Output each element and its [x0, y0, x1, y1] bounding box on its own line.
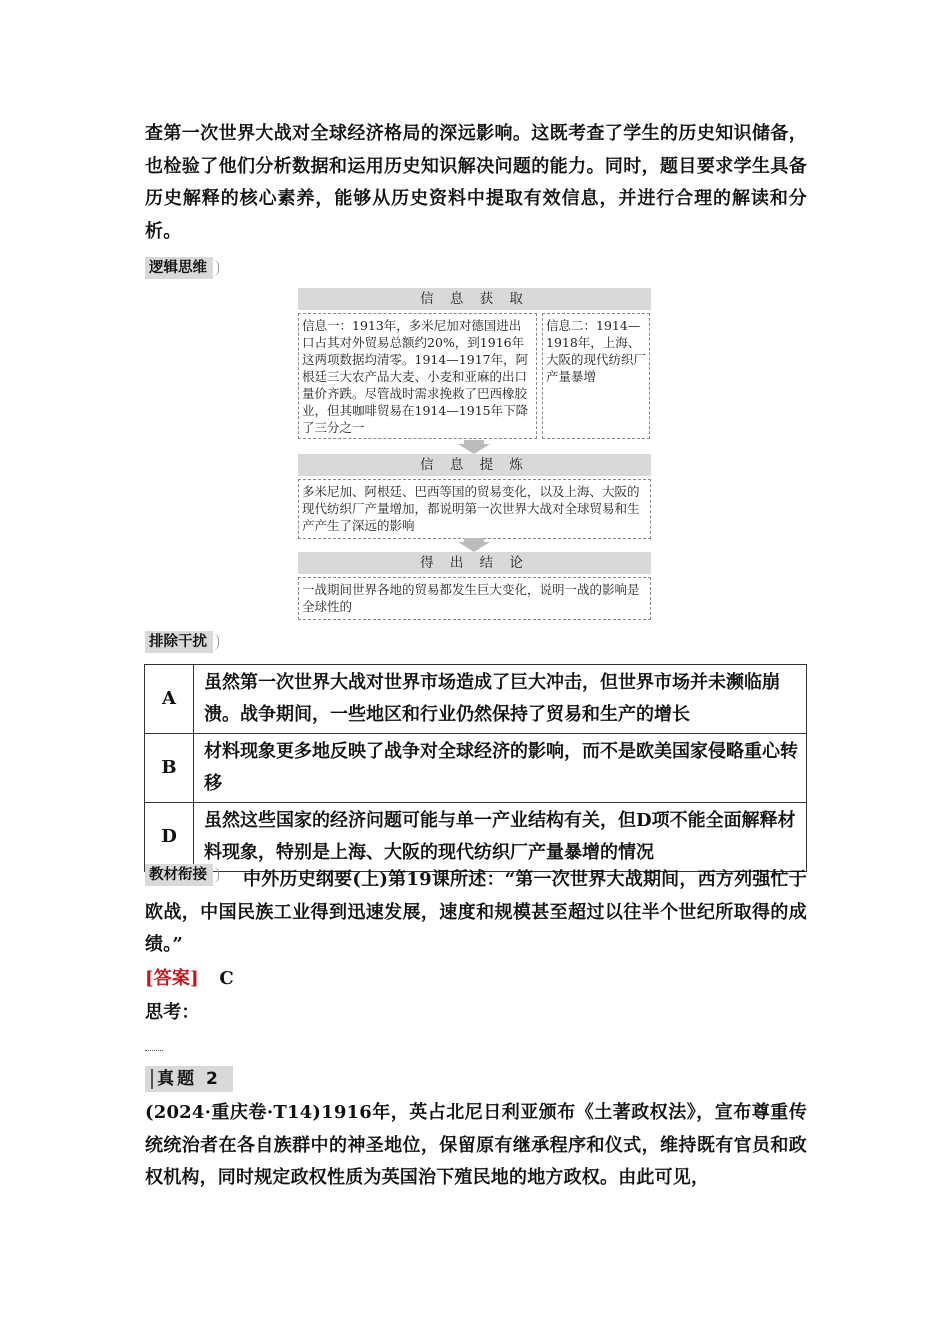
option-letter: A: [145, 665, 194, 734]
intro-paragraph: 查第一次世界大战对全球经济格局的深远影响。这既考查了学生的历史知识储备，也检验了他们分析数据和运用历史知识解决问题的能力。同时，题目要求学生具备历史解释的核心素养，能够从历史资料中提取有效信息，并进行合理的解读和分析。: [145, 123, 807, 242]
answer-value: C: [219, 968, 234, 989]
down-arrow-icon: [458, 444, 490, 454]
question-2-tag: 真题 2: [145, 1066, 233, 1092]
table-row: [145, 734, 807, 803]
flow-step-info-gathering: [298, 288, 651, 439]
divider: [145, 1050, 163, 1051]
step1-heading: 信 息 获 取: [298, 288, 651, 310]
answer-line: [145, 963, 807, 996]
arrow-2: [298, 538, 651, 552]
conclusion-box: 一战期间世界各地的贸易都发生巨大变化，说明一战的影响是全球性的: [298, 577, 651, 620]
flow-step-info-refine: [298, 454, 651, 539]
option-letter: D: [145, 803, 194, 872]
flow-step-conclusion: [298, 552, 651, 620]
option-letter: B: [145, 734, 194, 803]
info-one-box: 信息一：1913年，多米尼加对德国进出口占其对外贸易总额约20%，到1916年这两项数据均清零。1914—1917年，阿根廷三大农产品大麦、小麦和亚麻的出口量价齐跌。尽管战时需求挽救了巴西橡胶业，但其咖啡贸易在1914—1915年下降了三分之一: [298, 313, 537, 439]
down-arrow-icon: [458, 542, 490, 552]
textbook-paragraph: 中外历史纲要(上)第19课所述：“第一次世界大战期间，西方列强忙于欧战，中国民族工业得到迅速发展，速度和规模甚至超过以往半个世纪所取得的成绩。”: [145, 869, 807, 955]
logic-thinking-tag: 逻辑思维: [145, 257, 213, 279]
table-row: [145, 803, 807, 872]
table-row: [145, 665, 807, 734]
info-two-box: 信息二：1914—1918年，上海、大阪的现代纺织厂产量暴增: [542, 313, 650, 439]
answer-label: [答案]: [145, 968, 199, 989]
question-2-stem: (2024·重庆卷·T14)1916年，英占北尼日利亚颁布《土著政权法》，宣布尊重传统统治者在各自族群中的神圣地位，保留原有继承程序和仪式，维持既有官员和政权机构，同时规定政权性质为英国治下殖民地的地方政权。由此可见，: [145, 1102, 807, 1188]
option-explanation: 材料现象更多地反映了战争对全球经济的影响，而不是欧美国家侵略重心转移: [194, 734, 807, 803]
think-label: 思考：: [145, 1002, 200, 1023]
arrow-1: [298, 440, 651, 454]
option-explanation: 虽然第一次世界大战对世界市场造成了巨大冲击，但世界市场并未濒临崩溃。战争期间，一些地区和行业仍然保持了贸易和生产的增长: [194, 665, 807, 734]
options-table: [144, 664, 807, 872]
exclude-interference-tag: 排除干扰: [145, 631, 213, 653]
refine-box: 多米尼加、阿根廷、巴西等国的贸易变化，以及上海、大阪的现代纺织厂产量增加，都说明第一次世界大战对全球贸易和生产产生了深远的影响: [298, 479, 651, 539]
step2-heading: 信 息 提 炼: [298, 454, 651, 476]
step3-heading: 得 出 结 论: [298, 552, 651, 574]
textbook-link-tag: 教材衔接: [145, 864, 213, 886]
option-explanation: 虽然这些国家的经济问题可能与单一产业结构有关，但D项不能全面解释材料现象，特别是上海、大阪的现代纺织厂产量暴增的情况: [194, 803, 807, 872]
